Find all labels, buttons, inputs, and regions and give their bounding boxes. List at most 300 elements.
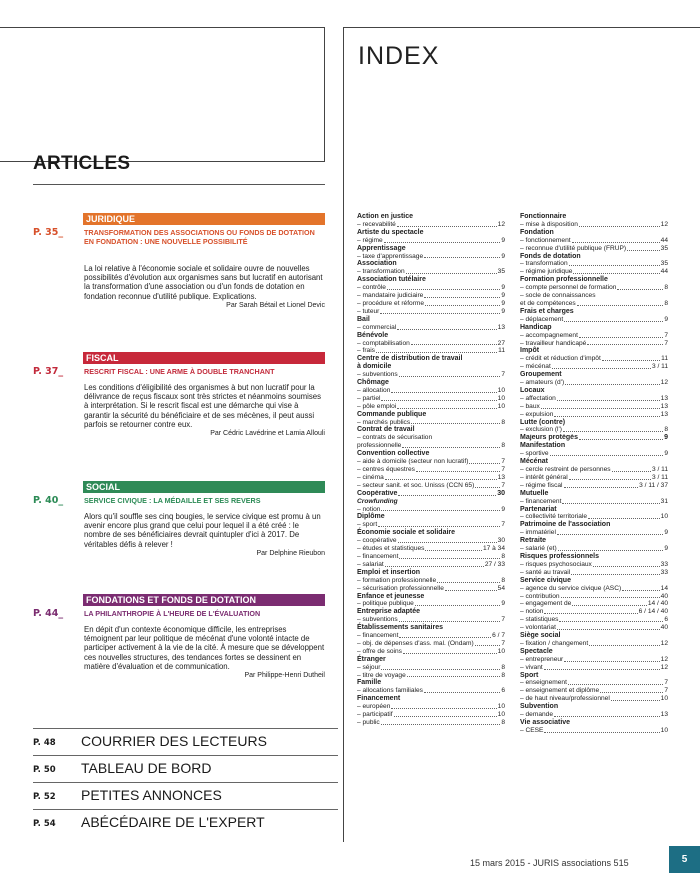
index-page-ref: 10 bbox=[660, 513, 668, 521]
index-heading[interactable]: Lutte (contre) bbox=[520, 418, 566, 426]
leader-dots bbox=[376, 347, 497, 353]
index-heading[interactable]: Fonctionnaire bbox=[520, 213, 567, 220]
leader-dots bbox=[424, 687, 500, 693]
index-heading[interactable]: Diplôme bbox=[357, 513, 385, 521]
bottom-list-title: TABLEAU DE BORD bbox=[81, 760, 212, 776]
index-entry[interactable] bbox=[357, 221, 505, 229]
index-entry-text: – subventions bbox=[357, 616, 398, 624]
index-entry[interactable] bbox=[357, 703, 505, 711]
index-page-ref: 14 / 40 bbox=[647, 600, 668, 608]
index-entry-text: – reconnue d'utilité publique (FRUP) bbox=[520, 244, 627, 252]
leader-dots bbox=[411, 419, 500, 425]
article-byline: Par Sarah Bétail et Lionel Devic bbox=[226, 301, 325, 309]
index-entry-text: – cinéma bbox=[357, 473, 384, 481]
index-entry[interactable] bbox=[520, 727, 668, 735]
index-entry[interactable] bbox=[520, 411, 668, 419]
index-entry[interactable] bbox=[357, 387, 505, 395]
index-entry[interactable] bbox=[520, 221, 668, 229]
index-entry[interactable] bbox=[357, 395, 505, 403]
index-heading[interactable]: Service civique bbox=[520, 576, 571, 584]
index-page-ref: 13 bbox=[660, 402, 668, 410]
index-entry-text: – financement bbox=[520, 497, 562, 505]
index-entry[interactable] bbox=[520, 593, 668, 601]
index-heading[interactable]: Contrat de travail bbox=[357, 426, 415, 434]
index-entry-text: – participatif bbox=[357, 711, 393, 719]
index-entry[interactable] bbox=[520, 403, 668, 411]
article-headline[interactable]: TRANSFORMATION DES ASSOCIATIONS OU FONDS DE DOTATION EN FONDATION : UNE NOUVELLE POSSIBILITÉ bbox=[84, 228, 315, 246]
index-entry[interactable] bbox=[357, 442, 505, 450]
index-entry-text: – régime bbox=[357, 236, 383, 244]
index-entry-text: – centres équestres bbox=[357, 466, 415, 473]
index-entry[interactable] bbox=[520, 332, 668, 340]
leader-dots bbox=[385, 474, 497, 480]
index-entry[interactable] bbox=[520, 395, 668, 403]
index-heading[interactable]: Chômage bbox=[357, 379, 389, 387]
index-heading[interactable]: Bénévole bbox=[357, 331, 389, 339]
index-heading[interactable]: Handicap bbox=[520, 323, 552, 331]
index-heading[interactable]: Locaux bbox=[520, 386, 545, 394]
leader-dots bbox=[600, 687, 663, 693]
index-entry-text: – risques psychosociaux bbox=[520, 560, 592, 568]
index-page-ref: 8 bbox=[664, 426, 668, 434]
index-entry-text: – exclusion (l') bbox=[520, 426, 562, 434]
index-column-2 bbox=[520, 213, 668, 735]
index-entry-text: – compte personnel de formation bbox=[520, 284, 617, 292]
index-entry[interactable] bbox=[357, 466, 505, 474]
index-entry-text: – immatériel bbox=[520, 529, 556, 537]
leader-dots bbox=[469, 458, 500, 464]
leader-dots bbox=[402, 442, 500, 448]
leader-dots bbox=[380, 308, 500, 314]
article-body-text: Alors qu'il souffle ses cinq bougies, le service civique est promu à un avenir encore plus grand que celui pour lequel il a été créé : le nombre de ses bénéficiaires devrait quintupler d'ici à 2017. De véritables défis à relever ! bbox=[84, 512, 321, 549]
index-entry-text: – marchés publics bbox=[357, 418, 411, 426]
index-entry[interactable] bbox=[357, 561, 505, 569]
index-page-ref: 30 bbox=[497, 489, 505, 497]
leader-dots bbox=[407, 672, 501, 678]
index-page-ref: 7 bbox=[664, 339, 668, 347]
index-entry[interactable] bbox=[357, 672, 505, 680]
index-entry-text: – titre de voyage bbox=[357, 671, 406, 679]
index-entry-text: – collectivité territoriale bbox=[520, 513, 588, 521]
index-heading[interactable]: Subvention bbox=[520, 703, 559, 711]
leader-dots bbox=[544, 664, 660, 670]
index-entry-text: – études et statistiques bbox=[357, 545, 425, 553]
index-heading[interactable]: Établissements sanitaires bbox=[357, 624, 443, 632]
index-entry[interactable] bbox=[357, 537, 505, 545]
leader-dots bbox=[550, 450, 664, 456]
index-heading[interactable]: Frais et charges bbox=[520, 307, 574, 315]
index-heading[interactable]: Impôt bbox=[520, 347, 540, 355]
bottom-list-item[interactable] bbox=[33, 755, 338, 783]
index-entry[interactable] bbox=[520, 656, 668, 664]
index-entry[interactable] bbox=[520, 450, 668, 458]
index-entry-text: – de haut niveau/professionnel bbox=[520, 695, 610, 703]
index-entry[interactable]: – contrats de sécurisation bbox=[357, 434, 433, 442]
index-page-ref: 8 bbox=[501, 552, 505, 560]
index-entry-text: – accompagnement bbox=[520, 331, 578, 339]
index-entry[interactable] bbox=[520, 363, 668, 371]
index-page-ref: 12 bbox=[660, 655, 668, 663]
leader-dots bbox=[445, 585, 497, 591]
index-entry-text: – politique publique bbox=[357, 600, 414, 608]
divider bbox=[33, 184, 325, 185]
index-heading[interactable]: Patrimoine de l'association bbox=[520, 521, 611, 529]
article-page-number[interactable]: P. 37_ bbox=[33, 366, 64, 377]
index-entry[interactable] bbox=[357, 308, 505, 316]
index-entry-text: – enseignement et diplôme bbox=[520, 687, 600, 695]
article-byline: Par Delphine Rieubon bbox=[256, 549, 325, 557]
index-page-ref: 27 bbox=[497, 339, 505, 347]
index-entry-text: – procédure et réforme bbox=[357, 299, 425, 307]
index-entry[interactable] bbox=[520, 679, 668, 687]
index-entry[interactable] bbox=[357, 371, 505, 379]
index-entry-text: – expulsion bbox=[520, 410, 554, 418]
index-entry[interactable] bbox=[520, 340, 668, 348]
index-entry-text: – vivant bbox=[520, 663, 543, 671]
leader-dots bbox=[557, 529, 663, 535]
index-entry[interactable] bbox=[357, 640, 505, 648]
index-page-ref: 9 bbox=[501, 252, 505, 260]
index-entry-text: – partiel bbox=[357, 394, 381, 402]
index-heading-text: Coopérative bbox=[357, 489, 398, 497]
index-page-ref: 35 bbox=[497, 268, 505, 276]
bottom-list-title: ABÉCÉDAIRE DE L'EXPERT bbox=[81, 814, 265, 830]
index-heading[interactable]: Vie associative bbox=[520, 719, 571, 726]
index-page-ref: 30 bbox=[497, 537, 505, 545]
leader-dots bbox=[406, 268, 497, 274]
bottom-list-item[interactable] bbox=[33, 782, 338, 810]
index-entry-text: – sportive bbox=[520, 450, 549, 458]
index-page-ref: 13 bbox=[660, 394, 668, 402]
index-entry-text: – secteur sanit. et soc. Unisss (CCN 65) bbox=[357, 481, 475, 489]
article-headline[interactable]: RESCRIT FISCAL : UNE ARME À DOUBLE TRANCHANT bbox=[84, 367, 275, 376]
index-entry-text: – recevabilité bbox=[357, 220, 396, 228]
index-heading[interactable] bbox=[357, 490, 505, 498]
index-heading[interactable]: Partenariat bbox=[520, 505, 557, 513]
index-page-ref: 6 bbox=[664, 616, 668, 624]
article-body bbox=[84, 512, 325, 558]
index-heading[interactable]: Financement bbox=[357, 695, 401, 703]
index-entry[interactable] bbox=[520, 482, 668, 490]
index-page-ref: 12 bbox=[660, 379, 668, 387]
leader-dots bbox=[552, 363, 651, 369]
index-heading[interactable]: Enfance et jeunesse bbox=[357, 592, 425, 600]
bottom-list-item[interactable] bbox=[33, 809, 338, 837]
index-entry-text: – travailleur handicapé bbox=[520, 339, 587, 347]
leader-dots bbox=[391, 387, 496, 393]
index-entry-text: – taxe d'apprentissage bbox=[357, 252, 424, 260]
index-heading[interactable] bbox=[520, 434, 668, 442]
index-entry[interactable] bbox=[520, 284, 668, 292]
index-entry[interactable] bbox=[357, 585, 505, 593]
index-entry-text: – CESE bbox=[520, 726, 544, 734]
leader-dots bbox=[399, 616, 501, 622]
index-entry[interactable] bbox=[357, 300, 505, 308]
index-page-ref: 13 bbox=[497, 323, 505, 331]
article-page-number[interactable]: P. 40_ bbox=[33, 495, 64, 506]
index-entry-text: – public bbox=[357, 719, 380, 726]
index-entry-text: – santé au travail bbox=[520, 568, 571, 576]
index-page-ref: 35 bbox=[660, 260, 668, 268]
index-heading[interactable]: Emploi et insertion bbox=[357, 568, 421, 576]
index-entry[interactable] bbox=[357, 648, 505, 656]
index-entry-text: – aide à domicile (secteur non lucratif) bbox=[357, 458, 469, 466]
leader-dots bbox=[593, 561, 660, 567]
index-page-ref: 9 bbox=[664, 450, 668, 458]
leader-dots bbox=[572, 237, 660, 243]
index-heading[interactable]: Entreprise adaptée bbox=[357, 608, 421, 616]
index-heading[interactable]: Retraite bbox=[520, 537, 547, 545]
index-entry-text: – sport bbox=[357, 521, 378, 529]
index-entry-text: professionnelle bbox=[357, 442, 402, 450]
index-heading[interactable]: Spectacle bbox=[520, 647, 553, 655]
leader-dots bbox=[579, 434, 663, 440]
index-heading[interactable]: Crowfunding bbox=[357, 497, 398, 505]
index-page-ref: 9 bbox=[501, 299, 505, 307]
leader-dots bbox=[397, 221, 497, 227]
index-heading[interactable]: Artiste du spectacle bbox=[357, 228, 424, 236]
leader-dots bbox=[589, 640, 659, 646]
index-entry-text: – européen bbox=[357, 703, 391, 711]
index-page-ref: 10 bbox=[660, 695, 668, 703]
index-entry[interactable] bbox=[357, 616, 505, 624]
index-entry[interactable] bbox=[520, 260, 668, 268]
index-entry[interactable] bbox=[520, 695, 668, 703]
index-entry[interactable] bbox=[357, 347, 505, 355]
index-heading[interactable]: Mécénat bbox=[520, 458, 549, 466]
index-entry-text: – tuteur bbox=[357, 307, 380, 315]
article-body-text: Les conditions d'éligibilité des organismes à but non lucratif pour la délivrance de reçus fiscaux sont très strictes et néanmoins soumises à interprétation. Si le rescrit fiscal est une démarche qui vise à garantir la sécurité du bénéficiaire et de ses mécènes, il peut aussi parfois se retourner contre eux. bbox=[84, 383, 322, 429]
bottom-list-page: P. 52 bbox=[33, 792, 56, 802]
leader-dots bbox=[381, 664, 500, 670]
index-entry[interactable] bbox=[520, 513, 668, 521]
index-entry[interactable] bbox=[357, 545, 505, 553]
index-page-ref: 3 / 11 bbox=[651, 466, 668, 473]
index-entry-text: – affectation bbox=[520, 394, 556, 402]
index-heading[interactable]: Manifestation bbox=[520, 442, 566, 450]
leader-dots bbox=[557, 624, 660, 630]
header-box bbox=[0, 27, 325, 162]
index-entry[interactable] bbox=[520, 711, 668, 719]
index-heading[interactable]: Risques professionnels bbox=[520, 552, 599, 560]
index-entry[interactable] bbox=[520, 466, 668, 474]
index-heading[interactable]: Fondation bbox=[520, 228, 554, 236]
index-entry[interactable] bbox=[520, 624, 668, 632]
article-page-number[interactable]: P. 44_ bbox=[33, 608, 64, 619]
index-entry[interactable] bbox=[357, 687, 505, 695]
index-entry-text: – intérêt général bbox=[520, 473, 568, 481]
index-entry[interactable] bbox=[357, 577, 505, 585]
index-entry-text: – notion bbox=[520, 608, 544, 616]
index-entry[interactable] bbox=[520, 355, 668, 363]
article-headline[interactable]: LA PHILANTHROPIE À L'HEURE DE L'ÉVALUATION bbox=[84, 609, 261, 618]
article-body bbox=[84, 383, 325, 438]
index-page-ref: 9 bbox=[664, 545, 668, 553]
index-entry[interactable] bbox=[357, 268, 505, 276]
index-page-ref: 7 bbox=[664, 331, 668, 339]
index-entry[interactable] bbox=[520, 426, 668, 434]
article-byline: Par Cédric Lavédrine et Lamia Allouli bbox=[210, 430, 325, 438]
index-entry-text: – subventions bbox=[357, 371, 398, 379]
leader-dots bbox=[611, 695, 660, 701]
index-entry[interactable] bbox=[520, 545, 668, 553]
index-heading[interactable]: Économie sociale et solidaire bbox=[357, 529, 456, 537]
leader-dots bbox=[544, 727, 659, 733]
index-heading[interactable]: Famille bbox=[357, 679, 382, 687]
leader-dots bbox=[602, 355, 660, 361]
index-entry[interactable] bbox=[357, 403, 505, 411]
index-entry[interactable] bbox=[520, 585, 668, 593]
index-entry[interactable] bbox=[520, 245, 668, 253]
index-entry-text: – baux bbox=[520, 402, 540, 410]
index-entry[interactable] bbox=[520, 316, 668, 324]
leader-dots bbox=[554, 411, 659, 417]
index-heading[interactable]: Mutuelle bbox=[520, 489, 549, 497]
index-entry[interactable] bbox=[520, 379, 668, 387]
index-entry-text: – mandataire judiciaire bbox=[357, 292, 424, 300]
leader-dots bbox=[561, 593, 660, 599]
index-entry[interactable] bbox=[520, 616, 668, 624]
index-entry-text: – enseignement bbox=[520, 679, 567, 687]
leader-dots bbox=[425, 300, 500, 306]
index-entry-text: – cercle restreint de personnes bbox=[520, 466, 611, 473]
index-entry[interactable] bbox=[520, 529, 668, 537]
index-page-ref: 8 bbox=[501, 719, 505, 726]
index-page-ref: 9 bbox=[664, 434, 668, 442]
index-entry[interactable] bbox=[520, 561, 668, 569]
index-entry[interactable] bbox=[520, 608, 668, 616]
index-page-ref: 12 bbox=[660, 639, 668, 647]
index-entry-text: – régime juridique bbox=[520, 268, 573, 276]
index-entry-text: – entrepreneur bbox=[520, 655, 564, 663]
index-heading[interactable]: Étranger bbox=[357, 655, 386, 663]
index-page-ref: 10 bbox=[497, 711, 505, 719]
index-page-ref: 9 bbox=[501, 236, 505, 244]
bottom-list-page: P. 54 bbox=[33, 819, 56, 829]
leader-dots bbox=[559, 616, 663, 622]
article-body-text: En dépit d'un contexte économique difficile, les entreprises témoignent par leur politique de mécénat d'une volonté intacte de participer activement à la vie de la cité. À mesure que se développent ces nouvelles structures, des tendances fortes se dessinent en matière d'évaluation et de communication. bbox=[84, 625, 325, 671]
index-entry-text: – frais bbox=[357, 347, 375, 355]
index-entry[interactable] bbox=[357, 237, 505, 245]
index-entry[interactable] bbox=[357, 600, 505, 608]
index-entry[interactable] bbox=[520, 569, 668, 577]
index-heading[interactable]: Association tutélaire bbox=[357, 276, 426, 284]
index-heading[interactable]: Apprentissage bbox=[357, 244, 406, 252]
index-entry[interactable] bbox=[357, 474, 505, 482]
index-heading[interactable]: Convention collective bbox=[357, 450, 430, 458]
index-title: INDEX bbox=[358, 42, 440, 70]
index-entry[interactable] bbox=[357, 458, 505, 466]
index-page-ref: 9 bbox=[501, 505, 505, 513]
index-entry[interactable] bbox=[357, 711, 505, 719]
leader-dots bbox=[571, 569, 659, 575]
index-entry-text: – statistiques bbox=[520, 616, 559, 624]
section-band: FONDATIONS ET FONDS DE DOTATION bbox=[83, 594, 325, 606]
index-page-ref: 33 bbox=[660, 568, 668, 576]
index-heading[interactable]: Fonds de dotation bbox=[520, 252, 581, 260]
index-entry[interactable] bbox=[357, 253, 505, 261]
index-entry[interactable] bbox=[357, 340, 505, 348]
leader-dots bbox=[398, 537, 497, 543]
index-entry[interactable] bbox=[520, 498, 668, 506]
index-heading[interactable]: Centre de distribution de travail bbox=[357, 355, 463, 363]
index-page-ref: 10 bbox=[497, 394, 505, 402]
index-page-ref: 40 bbox=[660, 592, 668, 600]
index-entry[interactable] bbox=[357, 553, 505, 561]
index-entry[interactable] bbox=[357, 482, 505, 490]
index-page-ref: 8 bbox=[664, 299, 668, 307]
index-heading[interactable]: Association bbox=[357, 260, 397, 268]
index-page-ref: 13 bbox=[497, 473, 505, 481]
index-entry[interactable] bbox=[520, 474, 668, 482]
index-heading[interactable]: Groupement bbox=[520, 371, 562, 379]
leader-dots bbox=[416, 466, 500, 472]
leader-dots bbox=[569, 474, 651, 480]
index-entry[interactable] bbox=[520, 664, 668, 672]
leader-dots bbox=[425, 545, 482, 551]
index-heading[interactable]: Siège social bbox=[520, 632, 561, 640]
index-heading[interactable]: Action en justice bbox=[357, 213, 414, 220]
leader-dots bbox=[475, 482, 500, 488]
article-headline[interactable]: SERVICE CIVIQUE : LA MÉDAILLE ET SES REVERS bbox=[84, 496, 261, 505]
index-heading[interactable]: à domicile bbox=[357, 363, 392, 371]
article-page-number[interactable]: P. 35_ bbox=[33, 227, 64, 238]
index-heading[interactable]: Bail bbox=[357, 315, 370, 323]
section-band: FISCAL bbox=[83, 352, 325, 364]
index-entry[interactable] bbox=[520, 268, 668, 276]
index-page-ref: 9 bbox=[501, 600, 505, 608]
leader-dots bbox=[577, 300, 664, 306]
index-entry[interactable] bbox=[520, 640, 668, 648]
index-entry[interactable] bbox=[357, 284, 505, 292]
index-entry[interactable] bbox=[520, 300, 668, 308]
index-entry-text: – formation professionnelle bbox=[357, 576, 437, 584]
index-heading[interactable]: Sport bbox=[520, 671, 539, 679]
leader-dots bbox=[558, 545, 664, 551]
index-entry[interactable] bbox=[357, 632, 505, 640]
index-page-ref: 40 bbox=[660, 624, 668, 632]
article-body bbox=[84, 625, 325, 680]
index-entry[interactable]: – socle de connaissances bbox=[520, 292, 596, 300]
index-page-ref: 7 bbox=[501, 521, 505, 529]
index-entry[interactable] bbox=[520, 237, 668, 245]
leader-dots bbox=[579, 332, 663, 338]
index-entry[interactable] bbox=[520, 687, 668, 695]
index-heading[interactable]: Formation professionnelle bbox=[520, 276, 608, 284]
leader-dots bbox=[568, 679, 663, 685]
index-heading[interactable]: Commande publique bbox=[357, 410, 427, 418]
index-page-ref: 27 / 33 bbox=[484, 560, 505, 568]
leader-dots bbox=[397, 324, 496, 330]
section-band: SOCIAL bbox=[83, 481, 325, 493]
index-page-ref: 10 bbox=[497, 647, 505, 655]
leader-dots bbox=[617, 284, 663, 290]
bottom-list-item[interactable] bbox=[33, 728, 338, 756]
index-entry[interactable] bbox=[357, 324, 505, 332]
index-entry[interactable] bbox=[357, 664, 505, 672]
index-entry[interactable] bbox=[357, 292, 505, 300]
index-page-ref: 3 / 11 / 37 bbox=[639, 481, 668, 489]
leader-dots bbox=[415, 600, 501, 606]
page-number: 5 bbox=[669, 846, 700, 873]
index-column-1 bbox=[357, 213, 505, 727]
index-entry[interactable] bbox=[357, 419, 505, 427]
index-entry[interactable] bbox=[357, 719, 505, 727]
index-page-ref: 7 bbox=[501, 639, 505, 647]
index-entry[interactable] bbox=[520, 600, 668, 608]
index-entry-text: – mise à disposition bbox=[520, 220, 578, 228]
index-entry[interactable] bbox=[357, 506, 505, 514]
